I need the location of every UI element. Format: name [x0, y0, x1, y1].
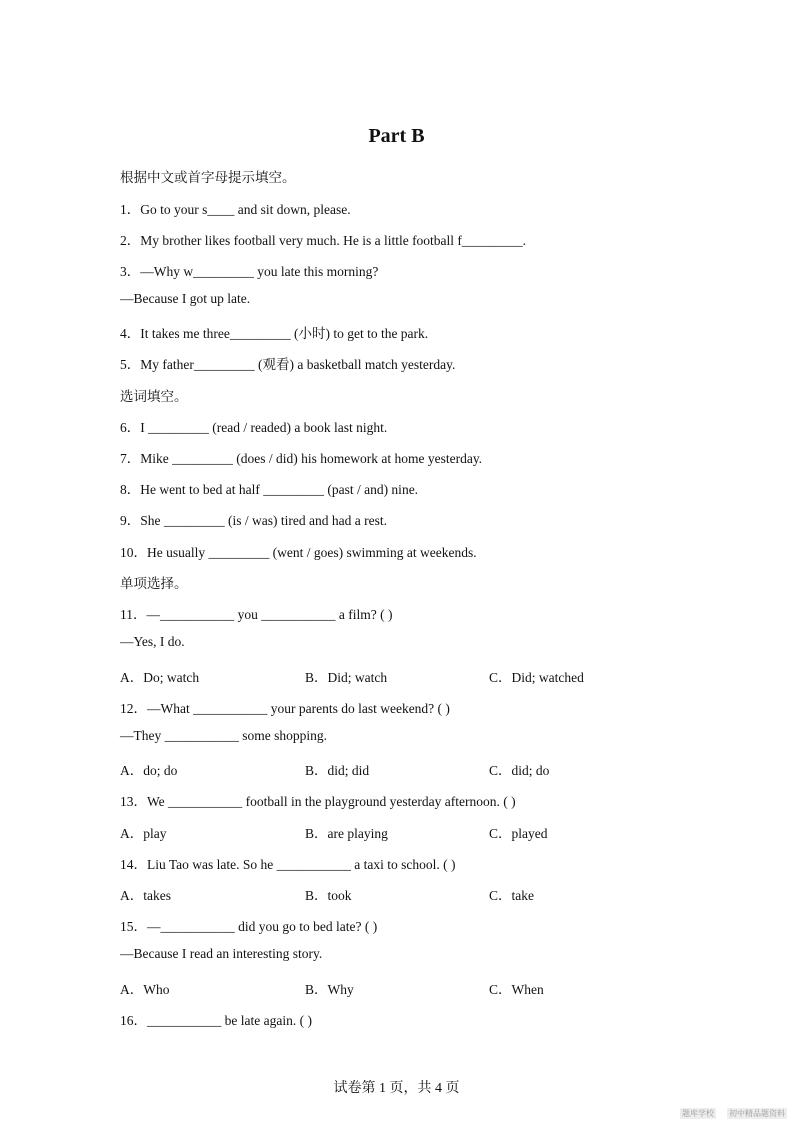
question-line: —Because I read an interesting story. [120, 946, 323, 961]
option-b: B．Why [305, 982, 354, 997]
option-a: A．takes [120, 888, 171, 903]
question-line: —Yes, I do. [120, 634, 185, 649]
question-line: 7．Mike _________ (does / did) his homework at home yesterday. [120, 451, 483, 466]
option-b: B．did; did [305, 763, 370, 778]
page-title: Part B [368, 125, 425, 147]
question-line: 3．—Why w_________ you late this morning? [120, 264, 379, 279]
question-line: 11．—___________ you ___________ a film? ( ) [120, 607, 393, 622]
question-line: 15．—___________ did you go to bed late? ( ) [120, 919, 378, 934]
question-line: 根据中文或首字母提示填空。 [120, 170, 296, 185]
question-line: 8．He went to bed at half _________ (past / and) nine. [120, 482, 419, 497]
option-c: C．did; do [489, 763, 550, 778]
option-b: B．are playing [305, 826, 388, 841]
question-line: 5．My father_________ (观看) a basketball match yesterday. [120, 357, 456, 372]
option-a: A．do; do [120, 763, 178, 778]
question-line: 9．She _________ (is / was) tired and had a rest. [120, 513, 387, 528]
question-line: 16．___________ be late again. ( ) [120, 1013, 312, 1028]
question-line: 选词填空。 [120, 389, 188, 404]
option-a: A．Do; watch [120, 670, 200, 685]
option-c: C．When [489, 982, 544, 997]
watermark-right: 初中精品题资料 [729, 1109, 785, 1118]
page-footer: 试卷第 1 页，共 4 页 [333, 1081, 460, 1096]
option-c: C．Did; watched [489, 670, 584, 685]
question-line: 2．My brother likes football very much. He is a little football f_________. [120, 233, 527, 248]
option-a: A．Who [120, 982, 170, 997]
watermark-left: 题库学校 [682, 1109, 714, 1118]
question-line: 10．He usually _________ (went / goes) swimming at weekends. [120, 545, 477, 560]
option-a: A．play [120, 826, 167, 841]
option-c: C．take [489, 888, 534, 903]
option-b: B．took [305, 888, 352, 903]
question-line: 4．It takes me three_________ (小时) to get to the park. [120, 326, 429, 341]
option-b: B．Did; watch [305, 670, 388, 685]
question-line: 12．—What ___________ your parents do last weekend? ( ) [120, 701, 450, 716]
question-line: 6．I _________ (read / readed) a book last night. [120, 420, 388, 435]
question-line: 单项选择。 [120, 576, 188, 591]
question-line: —They ___________ some shopping. [120, 728, 327, 743]
question-line: 14．Liu Tao was late. So he ___________ a taxi to school. ( ) [120, 857, 456, 872]
option-c: C．played [489, 826, 548, 841]
question-line: 1．Go to your s____ and sit down, please. [120, 202, 351, 217]
question-line: 13．We ___________ football in the playground yesterday afternoon. ( ) [120, 794, 516, 809]
question-line: —Because I got up late. [120, 291, 251, 306]
